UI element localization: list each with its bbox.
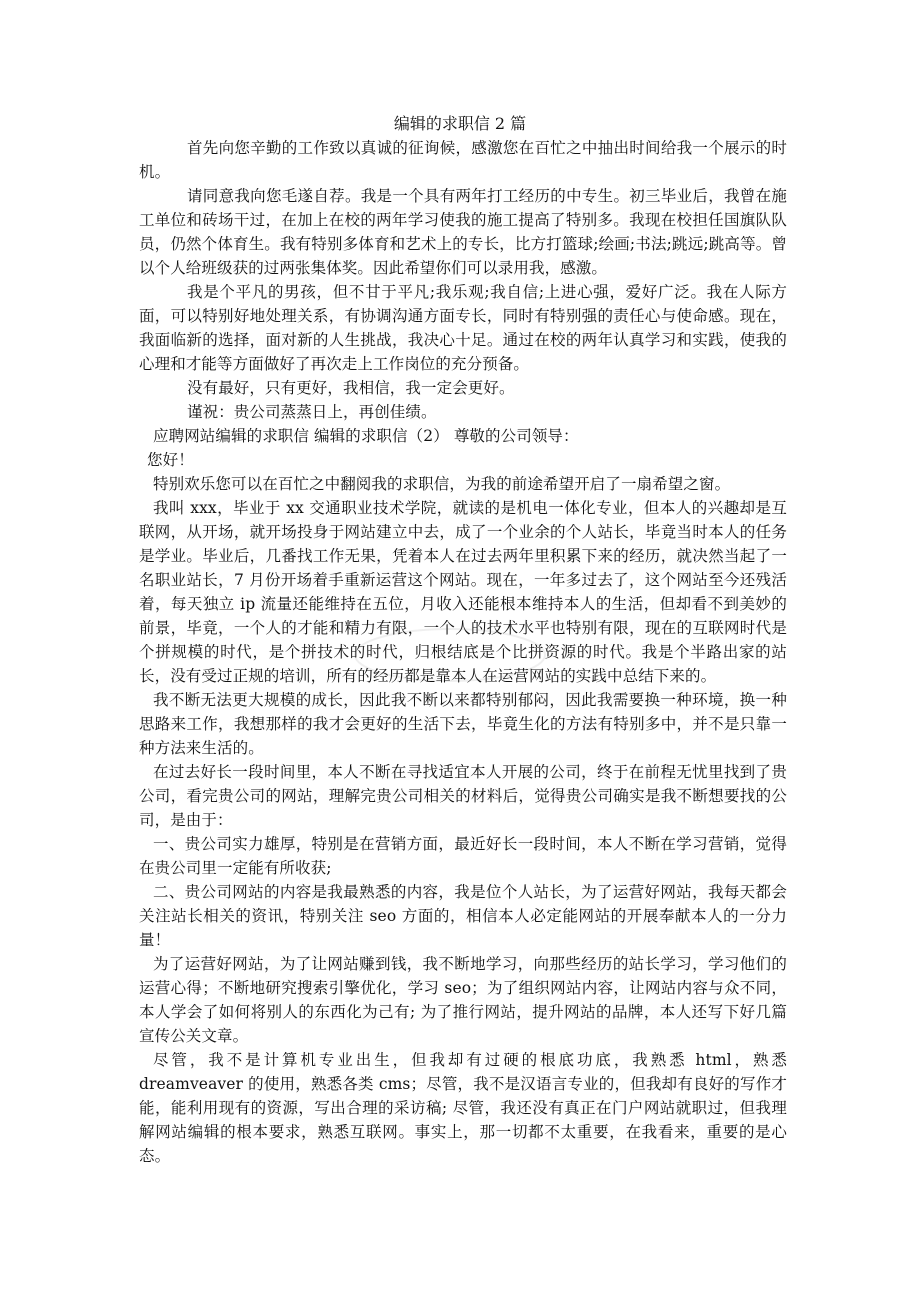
paragraph: 一、贵公司实力雄厚，特别是在营销方面，最近好长一段时间，本人不断在学习营销，觉得在贵公司里一定能有所收获; bbox=[139, 835, 787, 877]
paragraph: 二、贵公司网站的内容是我最熟悉的内容，我是位个人站长，为了运营好网站，我每天都会关注站长相关的资讯，特别关注 seo 方面的，相信本人必定能网站的开展奉献本人的一分力量！ bbox=[139, 883, 787, 949]
paragraph: 特别欢乐您可以在百忙之中翻阅我的求职信，为我的前途希望开启了一扇希望之窗。 bbox=[153, 475, 731, 493]
paragraph: 我不断无法更大规模的成长，因此我不断以来都特别郁闷，因此我需要换一种环境，换一种思路来工作，我想那样的我才会更好的生活下去，毕竟生化的方法有特别多中，并不是只靠一种方法来生活的。 bbox=[139, 691, 787, 757]
paragraph: 没有最好，只有更好，我相信，我一定会更好。 bbox=[187, 379, 515, 397]
document-title: 编辑的求职信 2 篇 bbox=[393, 114, 527, 133]
paragraph: 尽管，我不是计算机专业出生，但我却有过硬的根底功底，我熟悉 html，熟悉 dreamveaver 的使用，熟悉各类 cms；尽管，我不是汉语言专业的，但我却有良好的写作才能，能利用现有的资源，写出合理的采访稿; 尽管，我还没有真正在门户网站就职过，但我理解网站编辑的根本要求，熟悉互联网。事实上，那一切都不太重要，在我看来，重要的是心态。 bbox=[139, 1051, 787, 1165]
paragraph: 为了运营好网站，为了让网站赚到钱，我不断地学习，向那些经历的站长学习，学习他们的运营心得；不断地研究搜索引擎优化，学习 seo；为了组织网站内容，让网站内容与众不同，本人学会了如何将别人的东西化为己有; 为了推行网站，提升网站的品牌，本人还写下好几篇宣传公关文章。 bbox=[139, 955, 787, 1045]
paragraph: 您好！ bbox=[147, 451, 194, 469]
paragraph: 我叫 xxx，毕业于 xx 交通职业技术学院，就读的是机电一体化专业，但本人的兴趣却是互联网，从开场，就开场投身于网站建立中去，成了一个业余的个人站长，毕竟当时本人的任务是学业。毕业后，几番找工作无果，凭着本人在过去两年里积累下来的经历，就决然当起了一名职业站长，7 月份开场着手重新运营这个网站。现在，一年多过去了，这个网站至今还残活着，每天独立 ip 流量还能维持在五位，月收入还能根本维持本人的生活，但却看不到美妙的前景，毕竟，一个人的才能和精力有限，一个人的技术水平也特别有限，现在的互联网时代是个拼规模的时代，是个拼技术的时代，归根结底是个比拼资源的时代。我是个半路出家的站长，没有受过正规的培训，所有的经历都是靠本人在运营网站的实践中总结下来的。 bbox=[139, 499, 787, 685]
paragraph: 首先向您辛勤的工作致以真诚的征询候，感激您在百忙之中抽出时间给我一个展示的时机。 bbox=[139, 139, 787, 181]
paragraph: 在过去好长一段时间里，本人不断在寻找适宜本人开展的公司，终于在前程无忧里找到了贵公司，看完贵公司的网站，理解完贵公司相关的材料后，觉得贵公司确实是我不断想要找的公司，是由于： bbox=[139, 763, 787, 829]
paragraph: 谨祝：贵公司蒸蒸日上，再创佳绩。 bbox=[187, 403, 437, 421]
paragraph: 应聘网站编辑的求职信 编辑的求职信（2） 尊敬的公司领导： bbox=[153, 427, 579, 445]
watermark-icon bbox=[350, 625, 550, 685]
paragraph: 我是个平凡的男孩，但不甘于平凡;我乐观;我自信;上进心强，爱好广泛。我在人际方面，可以特别好地处理关系，有协调沟通方面专长，同时有特别强的责任心与使命感。现在，我面临新的选择，面对新的人生挑战，我决心十足。通过在校的两年认真学习和实践，使我的心理和才能等方面做好了再次走上工作岗位的充分预备。 bbox=[139, 283, 787, 373]
paragraph: 请同意我向您毛遂自荐。我是一个具有两年打工经历的中专生。初三毕业后，我曾在施工单位和砖场干过，在加上在校的两年学习使我的施工提高了特别多。我现在校担任国旗队队员，仍然个体育生。我有特别多体育和艺术上的专长，比方打篮球;绘画;书法;跳远;跳高等。曾以个人给班级获的过两张集体奖。因此希望你们可以录用我，感激。 bbox=[139, 187, 787, 277]
